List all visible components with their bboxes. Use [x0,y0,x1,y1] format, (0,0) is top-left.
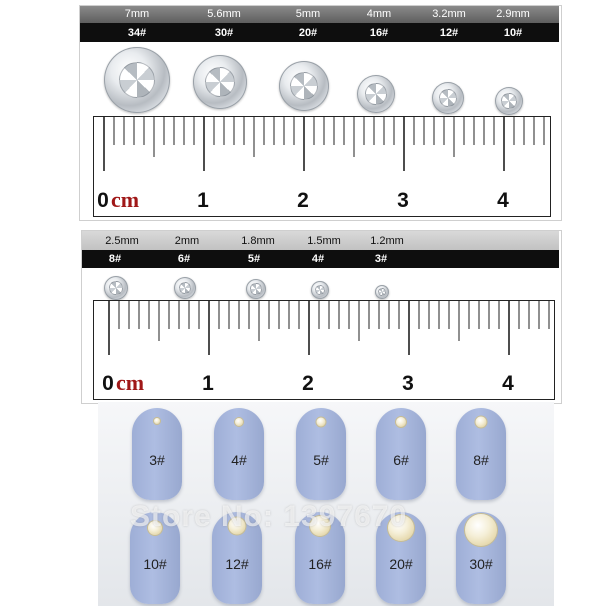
nail-size-label: 30# [469,556,493,572]
top-size-label: 5.6mm [207,8,241,20]
ruler-number: 2 [302,372,314,395]
nail-size-label: 12# [225,556,249,572]
rhinestone-icon [396,417,406,427]
nail-size-label: 4# [231,452,247,468]
top-code-label: 16# [369,27,389,39]
nail-size-label: 20# [389,556,413,572]
bottom-code-label: 3# [374,253,388,265]
rhinestone-3-icon [375,285,389,299]
rhinestone-34-icon [104,47,170,113]
nail-size-label: 3# [149,452,165,468]
nail-sample [132,408,182,500]
top-code-band [80,23,559,42]
ruler-zero: 0 [102,372,114,395]
bottom-size-label: 2.5mm [105,235,139,247]
top-code-label: 34# [127,27,147,39]
nail-size-label: 10# [143,556,167,572]
nail-sample [456,408,506,500]
rhinestone-4-icon [311,281,329,299]
ruler-number: 3 [402,372,414,395]
bottom-code-label: 5# [247,253,261,265]
rhinestone-icon [317,418,326,427]
rhinestone-20-icon [279,61,329,111]
top-code-label: 10# [503,27,523,39]
nail-size-label: 8# [473,452,489,468]
ruler-number: 1 [202,372,214,395]
bottom-code-label: 8# [108,253,122,265]
bottom-code-label: 6# [177,253,191,265]
bottom-size-label: 1.5mm [307,235,341,247]
top-size-label: 2.9mm [496,8,530,20]
nail-size-label: 6# [393,452,409,468]
rhinestone-8-icon [104,276,128,300]
top-code-label: 20# [298,27,318,39]
nail-sample [376,408,426,500]
top-size-label: 4mm [366,8,392,20]
ruler-unit: cm [116,370,145,395]
top-size-label: 5mm [295,8,321,20]
top-ruler-ticks [94,117,552,218]
bottom-size-label: 2mm [174,235,200,247]
bottom-ruler [93,300,555,400]
top-size-label: 3.2mm [432,8,466,20]
ruler-unit: cm [111,187,140,212]
rhinestone-icon [154,418,160,424]
ruler-number: 3 [397,189,409,212]
nail-sample [214,408,264,500]
bottom-ruler-ticks [94,301,556,401]
ruler-number: 4 [502,372,514,395]
rhinestone-icon [235,418,243,426]
top-ruler [93,116,551,217]
nail-size-label: 5# [313,452,329,468]
rhinestone-16-icon [357,75,395,113]
rhinestone-6-icon [174,277,196,299]
rhinestone-30-icon [193,55,247,109]
ruler-number: 1 [197,189,209,212]
bottom-size-label: 1.2mm [370,235,404,247]
top-size-label: 7mm [124,8,150,20]
top-code-label: 30# [214,27,234,39]
ruler-zero: 0 [97,189,109,212]
bottom-code-label: 4# [311,253,325,265]
rhinestone-icon [465,514,497,546]
ruler-number: 2 [297,189,309,212]
top-code-label: 12# [439,27,459,39]
nail-sample [456,512,506,604]
rhinestone-12-icon [432,82,464,114]
rhinestone-10-icon [495,87,523,115]
rhinestone-5-icon [246,279,266,299]
store-watermark: Store No: 1397670 [130,500,408,533]
nail-size-label: 16# [308,556,332,572]
bottom-size-label: 1.8mm [241,235,275,247]
ruler-number: 4 [497,189,509,212]
nail-sample [296,408,346,500]
rhinestone-icon [476,417,487,428]
